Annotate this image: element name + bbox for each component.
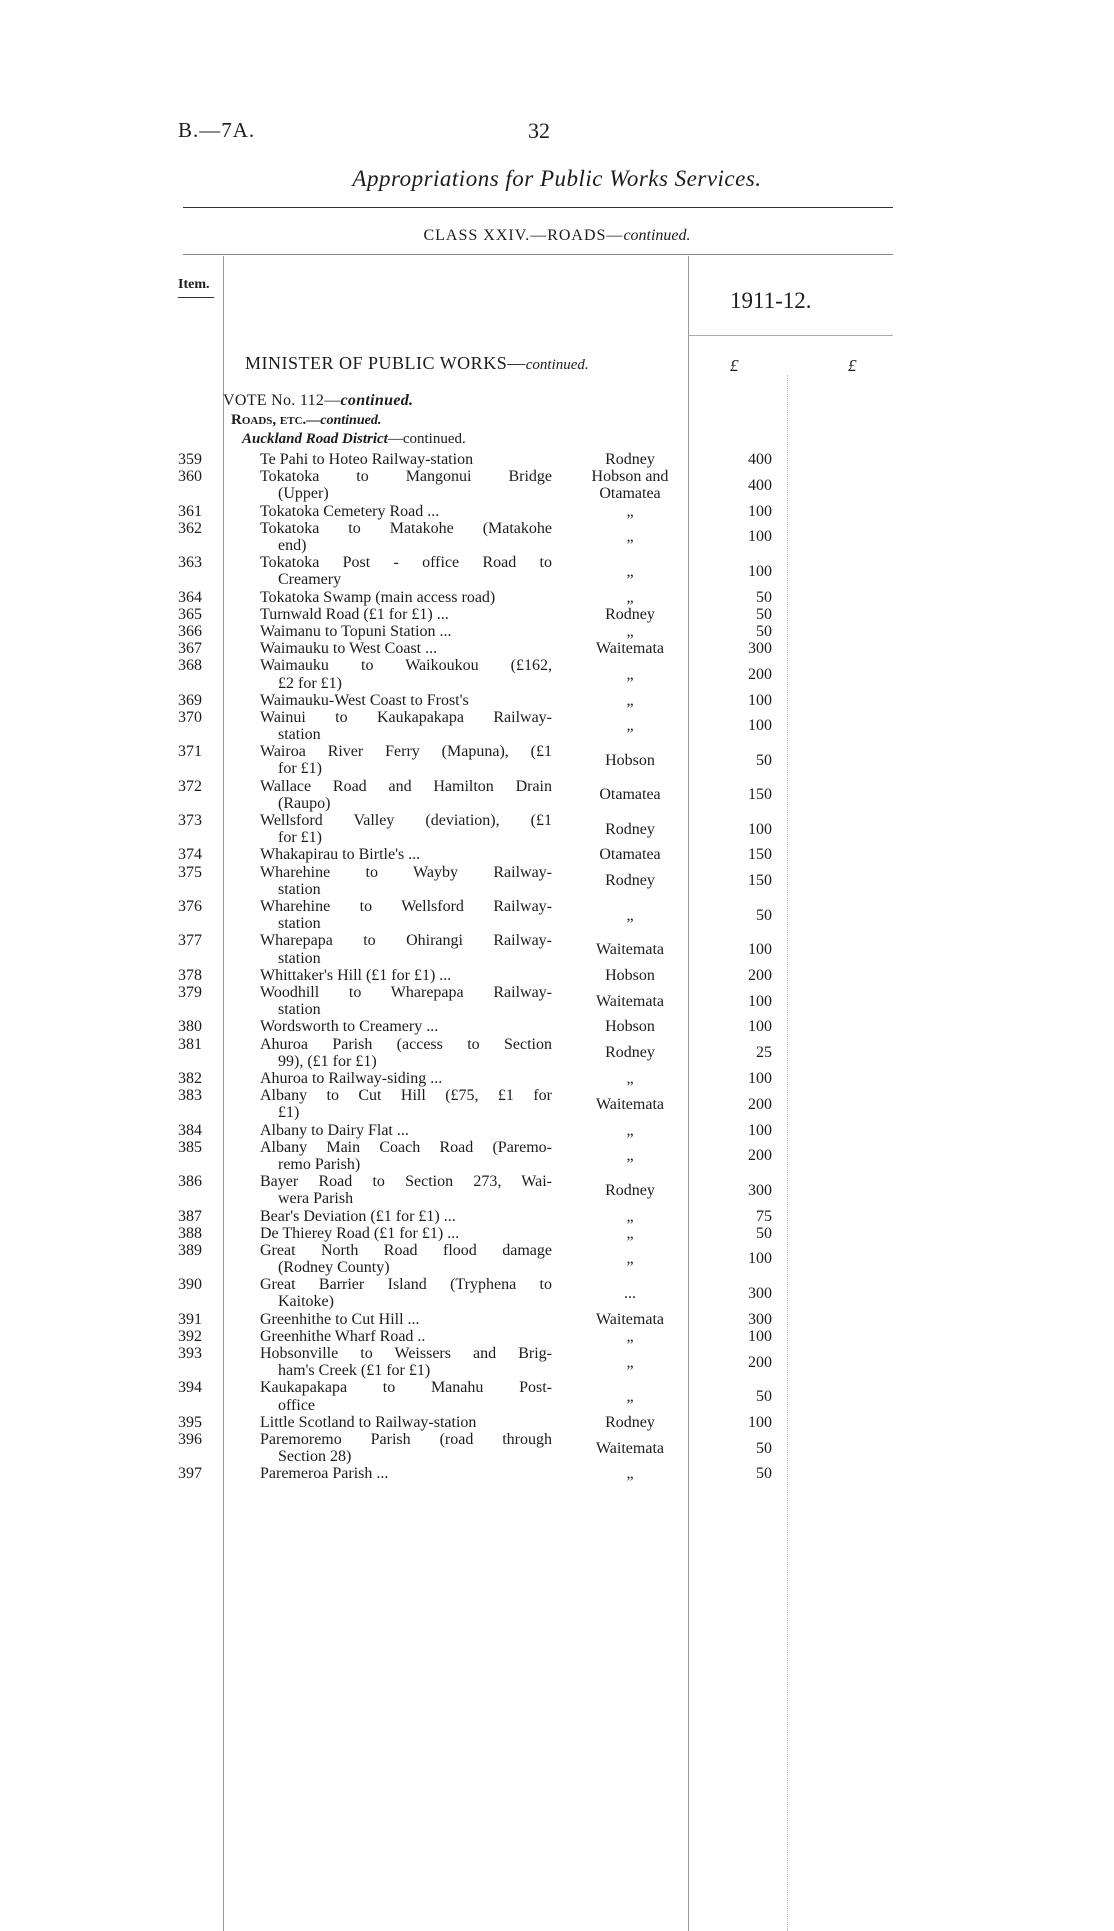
county-name: „ (626, 1147, 634, 1165)
amount-value: 400 (748, 451, 772, 468)
county-name: „ (626, 502, 634, 520)
amount-value: 100 (748, 1327, 772, 1345)
table-row (0, 743, 1114, 777)
item-number: 392 (178, 1327, 202, 1345)
description-line: end) (278, 536, 307, 554)
item-number: 378 (178, 966, 202, 984)
item-column-header: Item. (178, 277, 210, 292)
table-row (0, 1328, 1114, 1345)
item-description (260, 1345, 552, 1379)
description-line: Wharepapa to Ohirangi Railway- (260, 932, 552, 950)
item-number: 396 (178, 1431, 202, 1448)
description-line: Greenhithe to Cut Hill ... (260, 1310, 420, 1328)
description-line: station (278, 1001, 321, 1019)
description-line: (Rodney County) (278, 1259, 390, 1277)
item-description (260, 932, 552, 966)
item-number: 380 (178, 1018, 202, 1036)
table-row (0, 1208, 1114, 1225)
county-name: Otamatea (599, 846, 661, 864)
table-row (0, 984, 1114, 1018)
year-column-header: 1911-12. (730, 288, 812, 313)
description-line: Tokatoka Swamp (main access road) (260, 588, 496, 606)
class-heading-continued: continued. (623, 227, 691, 244)
county-name: „ (626, 1353, 634, 1371)
description-line: station (278, 949, 321, 967)
item-description (260, 451, 552, 468)
item-description (260, 1173, 552, 1207)
table-row (0, 1225, 1114, 1242)
item-description (260, 1139, 552, 1173)
amount-value: 300 (748, 1284, 772, 1302)
table-row (0, 606, 1114, 623)
amount-value: 100 (748, 1018, 772, 1036)
county-name: „ (626, 1207, 634, 1225)
amount-value: 100 (748, 1413, 772, 1431)
amount-value: 50 (756, 906, 772, 924)
county-name: ... (624, 1284, 636, 1302)
county-name: Rodney (605, 872, 655, 890)
item-number: 370 (178, 708, 202, 726)
description-line: station (278, 915, 321, 933)
description-line: Whakapirau to Birtle's ... (260, 846, 421, 864)
amount-value: 100 (748, 1121, 772, 1139)
county-name: „ (626, 1465, 634, 1483)
description-line: remo Parish) (278, 1155, 361, 1173)
item-number: 364 (178, 588, 202, 606)
item-number: 367 (178, 640, 202, 658)
title-rule (183, 207, 893, 208)
class-heading (0, 227, 1114, 245)
table-row (0, 709, 1114, 743)
description-line: Little Scotland to Railway-station (260, 1413, 477, 1431)
table-row (0, 468, 1114, 502)
description-line: Bayer Road to Section 273, Wai- (260, 1173, 552, 1191)
table-row (0, 1242, 1114, 1276)
pound-symbol-col1: £ (730, 356, 739, 375)
page-number: 32 (528, 118, 550, 143)
table-row (0, 1311, 1114, 1328)
county-name: Waitemata (595, 1439, 664, 1457)
table-row (0, 1139, 1114, 1173)
description-line: Tokatoka to Matakohe (Matakohe (260, 519, 552, 537)
county-name: Rodney (605, 1044, 655, 1062)
county-name: Waitemata (595, 640, 664, 658)
description-line: Waimauku-West Coast to Frost's (260, 691, 469, 709)
item-number: 365 (178, 605, 202, 623)
item-number: 390 (178, 1276, 202, 1294)
amount-value: 50 (756, 1224, 772, 1242)
item-description (260, 812, 552, 846)
district-heading (242, 431, 466, 448)
description-line: Wellsford Valley (deviation), (£1 (260, 812, 552, 830)
item-number: 362 (178, 519, 202, 537)
item-description (260, 1070, 552, 1087)
amount-value: 200 (748, 966, 772, 984)
amount-value: 150 (748, 872, 772, 890)
item-number: 375 (178, 863, 202, 881)
item-description (260, 778, 552, 812)
table-row (0, 657, 1114, 691)
item-description (260, 898, 552, 932)
table-row (0, 640, 1114, 657)
table-row (0, 520, 1114, 554)
county-name: „ (626, 1069, 634, 1087)
amount-value: 200 (748, 1095, 772, 1113)
description-line: ham's Creek (£1 for £1) (278, 1362, 431, 1380)
description-line: Hobsonville to Weissers and Brig- (260, 1345, 552, 1363)
table-row (0, 1379, 1114, 1413)
description-line: Turnwald Road (£1 for £1) ... (260, 605, 449, 623)
amount-value: 25 (756, 1044, 772, 1062)
county-name: Hobson (605, 1018, 655, 1036)
item-description (260, 846, 552, 863)
table-row (0, 898, 1114, 932)
description-line: Wairoa River Ferry (Mapuna), (£1 (260, 743, 552, 761)
description-line: Albany Main Coach Road (Paremo- (260, 1138, 552, 1156)
description-line: Paremeroa Parish ... (260, 1465, 389, 1483)
item-number: 363 (178, 554, 202, 572)
amount-value: 100 (748, 992, 772, 1010)
county-name: „ (626, 717, 634, 735)
year-header-rule (688, 335, 893, 336)
item-number: 372 (178, 777, 202, 795)
county-name: „ (626, 1224, 634, 1242)
item-number: 359 (178, 451, 202, 468)
class-rule (183, 254, 893, 255)
description-line: Albany to Dairy Flat ... (260, 1121, 409, 1139)
item-description (260, 606, 552, 623)
description-line: Te Pahi to Hoteo Railway-station (260, 451, 474, 468)
item-description (260, 1414, 552, 1431)
item-description (260, 709, 552, 743)
item-number: 379 (178, 983, 202, 1001)
district-heading-continued: —continued. (387, 431, 466, 447)
description-line: Bear's Deviation (£1 for £1) ... (260, 1207, 456, 1225)
item-number: 393 (178, 1345, 202, 1363)
item-number: 381 (178, 1035, 202, 1053)
roads-heading (231, 412, 381, 429)
description-line: Woodhill to Wharepapa Railway- (260, 983, 552, 1001)
item-number: 394 (178, 1379, 202, 1397)
item-number: 376 (178, 898, 202, 916)
description-line: £1) (278, 1104, 300, 1122)
minister-heading-main: MINISTER OF PUBLIC WORKS— (245, 353, 526, 373)
item-number: 366 (178, 622, 202, 640)
item-description (260, 1465, 552, 1482)
county-name: Rodney (605, 820, 655, 838)
description-line: Greenhithe Wharf Road .. (260, 1327, 426, 1345)
table-row (0, 554, 1114, 588)
amount-value: 50 (756, 588, 772, 606)
description-line: Albany to Cut Hill (£75, £1 for (260, 1087, 552, 1105)
county-name: Waitemata (595, 1095, 664, 1113)
description-line: Waimauku to Waikoukou (£162, (260, 657, 552, 675)
item-description (260, 1431, 552, 1465)
item-number: 374 (178, 846, 202, 864)
amount-value: 150 (748, 846, 772, 864)
table-row (0, 846, 1114, 863)
county-name: Waitemata (595, 992, 664, 1010)
item-description (260, 503, 552, 520)
description-line: Creamery (278, 571, 342, 589)
amount-value: 100 (748, 691, 772, 709)
county-name: Rodney (605, 1413, 655, 1431)
table-row (0, 932, 1114, 966)
amount-value: 100 (748, 1250, 772, 1268)
description-line: station (278, 726, 321, 744)
table-row (0, 1018, 1114, 1035)
description-line: De Thierey Road (£1 for £1) ... (260, 1224, 460, 1242)
county-name: „ (626, 588, 634, 606)
county-name: „ (626, 906, 634, 924)
item-number: 361 (178, 502, 202, 520)
item-number: 377 (178, 932, 202, 950)
county-name: „ (626, 1327, 634, 1345)
vote-heading-continued: continued. (340, 392, 414, 409)
amount-value: 75 (756, 1207, 772, 1225)
description-line: (Raupo) (278, 794, 331, 812)
item-description (260, 623, 552, 640)
description-line: 99), (£1 for £1) (278, 1052, 377, 1070)
county-name: Waitemata (595, 1310, 664, 1328)
description-line: Tokatoka Cemetery Road ... (260, 502, 440, 520)
minister-heading (245, 353, 589, 374)
item-description (260, 520, 552, 554)
description-line: Wharehine to Wayby Railway- (260, 863, 552, 881)
item-number: 360 (178, 468, 202, 486)
class-heading-main: CLASS XXIV.—ROADS— (423, 227, 624, 244)
county-name: „ (626, 1388, 634, 1406)
description-line: Waimauku to West Coast ... (260, 640, 438, 658)
item-description (260, 1242, 552, 1276)
amount-value: 100 (748, 528, 772, 546)
district-heading-name: Auckland Road District (242, 431, 388, 447)
item-description (260, 1122, 552, 1139)
vote-heading-main: VOTE No. 112— (223, 392, 341, 409)
description-line: Wallace Road and Hamilton Drain (260, 777, 552, 795)
description-line: (Upper) (278, 485, 329, 503)
item-description (260, 967, 552, 984)
county-name: „ (626, 528, 634, 546)
item-description (260, 640, 552, 657)
item-description (260, 468, 552, 502)
county-name: „ (626, 562, 634, 580)
table-row (0, 1345, 1114, 1379)
item-description (260, 1328, 552, 1345)
amount-value: 100 (748, 502, 772, 520)
roads-heading-continued: —continued. (306, 413, 382, 428)
description-line: Wharehine to Wellsford Railway- (260, 898, 552, 916)
amount-value: 200 (748, 1147, 772, 1165)
county-name: Hobson (605, 751, 655, 769)
description-line: Wordsworth to Creamery ... (260, 1018, 439, 1036)
document-code: B.—7A. (178, 118, 256, 142)
county-name: Rodney (605, 1181, 655, 1199)
item-number: 395 (178, 1413, 202, 1431)
item-description (260, 1311, 552, 1328)
description-line: Section 28) (278, 1448, 352, 1466)
county-name: „ (626, 665, 634, 683)
amount-value: 100 (748, 1069, 772, 1087)
vote-heading (223, 392, 413, 410)
table-row (0, 589, 1114, 606)
item-number: 383 (178, 1087, 202, 1105)
amount-value: 50 (756, 622, 772, 640)
description-line: for £1) (278, 760, 322, 778)
item-number: 385 (178, 1138, 202, 1156)
item-description (260, 554, 552, 588)
description-line: for £1) (278, 829, 322, 847)
description-line: office (278, 1396, 316, 1414)
description-line: wera Parish (278, 1190, 354, 1208)
item-description (260, 743, 552, 777)
table-row (0, 1070, 1114, 1087)
item-number: 387 (178, 1207, 202, 1225)
item-description (260, 1379, 552, 1413)
county-name: Otamatea (599, 786, 661, 804)
table-row (0, 451, 1114, 468)
item-description (260, 692, 552, 709)
pound-symbol-col2: £ (848, 356, 857, 375)
amount-value: 50 (756, 1388, 772, 1406)
table-row (0, 1276, 1114, 1310)
county-name: Rodney (605, 605, 655, 623)
table-row (0, 967, 1114, 984)
item-description (260, 1208, 552, 1225)
table-row (0, 1087, 1114, 1121)
item-description (260, 1276, 552, 1310)
item-description (260, 864, 552, 898)
item-description (260, 589, 552, 606)
item-number: 371 (178, 743, 202, 761)
description-line: Whittaker's Hill (£1 for £1) ... (260, 966, 452, 984)
description-line: Ahuroa Parish (access to Section (260, 1035, 552, 1053)
item-number: 373 (178, 812, 202, 830)
description-line: £2 for £1) (278, 674, 342, 692)
table-row (0, 864, 1114, 898)
table-row (0, 778, 1114, 812)
description-line: station (278, 880, 321, 898)
amount-value: 400 (748, 476, 772, 494)
table-row (0, 623, 1114, 640)
amount-value: 50 (756, 751, 772, 769)
table-row (0, 1414, 1114, 1431)
table-row (0, 1465, 1114, 1482)
item-description (260, 657, 552, 691)
item-header-rule (178, 297, 214, 298)
description-line: Kaitoke) (278, 1293, 334, 1311)
amount-value: 200 (748, 1353, 772, 1371)
amount-value: 300 (748, 640, 772, 658)
county-name: „ (626, 1121, 634, 1139)
county-name: Hobson (605, 966, 655, 984)
county-name: „ (626, 1250, 634, 1268)
description-line: Wainui to Kaukapakapa Railway- (260, 708, 552, 726)
item-description (260, 1087, 552, 1121)
amount-value: 200 (748, 665, 772, 683)
item-number: 391 (178, 1310, 202, 1328)
item-number: 388 (178, 1224, 202, 1242)
description-line: Tokatoka to Mangonui Bridge (260, 468, 552, 486)
item-number: 389 (178, 1241, 202, 1259)
county-name: „ (626, 622, 634, 640)
appropriation-table (0, 451, 1114, 1483)
description-line: Great North Road flood damage (260, 1241, 552, 1259)
description-line: Ahuroa to Railway-siding ... (260, 1069, 443, 1087)
table-row (0, 1431, 1114, 1465)
item-description (260, 1018, 552, 1035)
amount-value: 100 (748, 562, 772, 580)
table-row (0, 1036, 1114, 1070)
item-number: 386 (178, 1173, 202, 1191)
amount-value: 300 (748, 1310, 772, 1328)
page-title: Appropriations for Public Works Services. (352, 166, 762, 191)
table-row (0, 812, 1114, 846)
amount-value: 50 (756, 1439, 772, 1457)
county-name: Waitemata (595, 941, 664, 958)
description-line: Paremoremo Parish (road through (260, 1431, 552, 1448)
amount-value: 50 (756, 1465, 772, 1483)
table-row (0, 692, 1114, 709)
amount-value: 100 (748, 717, 772, 735)
item-number: 382 (178, 1069, 202, 1087)
minister-heading-continued: continued. (525, 357, 589, 373)
description-line: Waimanu to Topuni Station ... (260, 622, 452, 640)
table-row (0, 503, 1114, 520)
item-number: 397 (178, 1465, 202, 1483)
amount-value: 300 (748, 1181, 772, 1199)
amount-value: 100 (748, 820, 772, 838)
description-line: Kaukapakapa to Manahu Post- (260, 1379, 552, 1397)
roads-heading-main: Roads, etc. (231, 412, 307, 428)
county-name: Rodney (605, 451, 655, 468)
description-line: Great Barrier Island (Tryphena to (260, 1276, 552, 1294)
amount-value: 100 (748, 941, 772, 958)
description-line: Tokatoka Post - office Road to (260, 554, 552, 572)
item-description (260, 1225, 552, 1242)
amount-value: 50 (756, 605, 772, 623)
item-number: 384 (178, 1121, 202, 1139)
table-row (0, 1122, 1114, 1139)
table-row (0, 1173, 1114, 1207)
item-number: 368 (178, 657, 202, 675)
item-number: 369 (178, 691, 202, 709)
item-description (260, 984, 552, 1018)
amount-value: 150 (748, 786, 772, 804)
item-description (260, 1036, 552, 1070)
county-name: Hobson and Otamatea (591, 468, 669, 503)
county-name: „ (626, 691, 634, 709)
